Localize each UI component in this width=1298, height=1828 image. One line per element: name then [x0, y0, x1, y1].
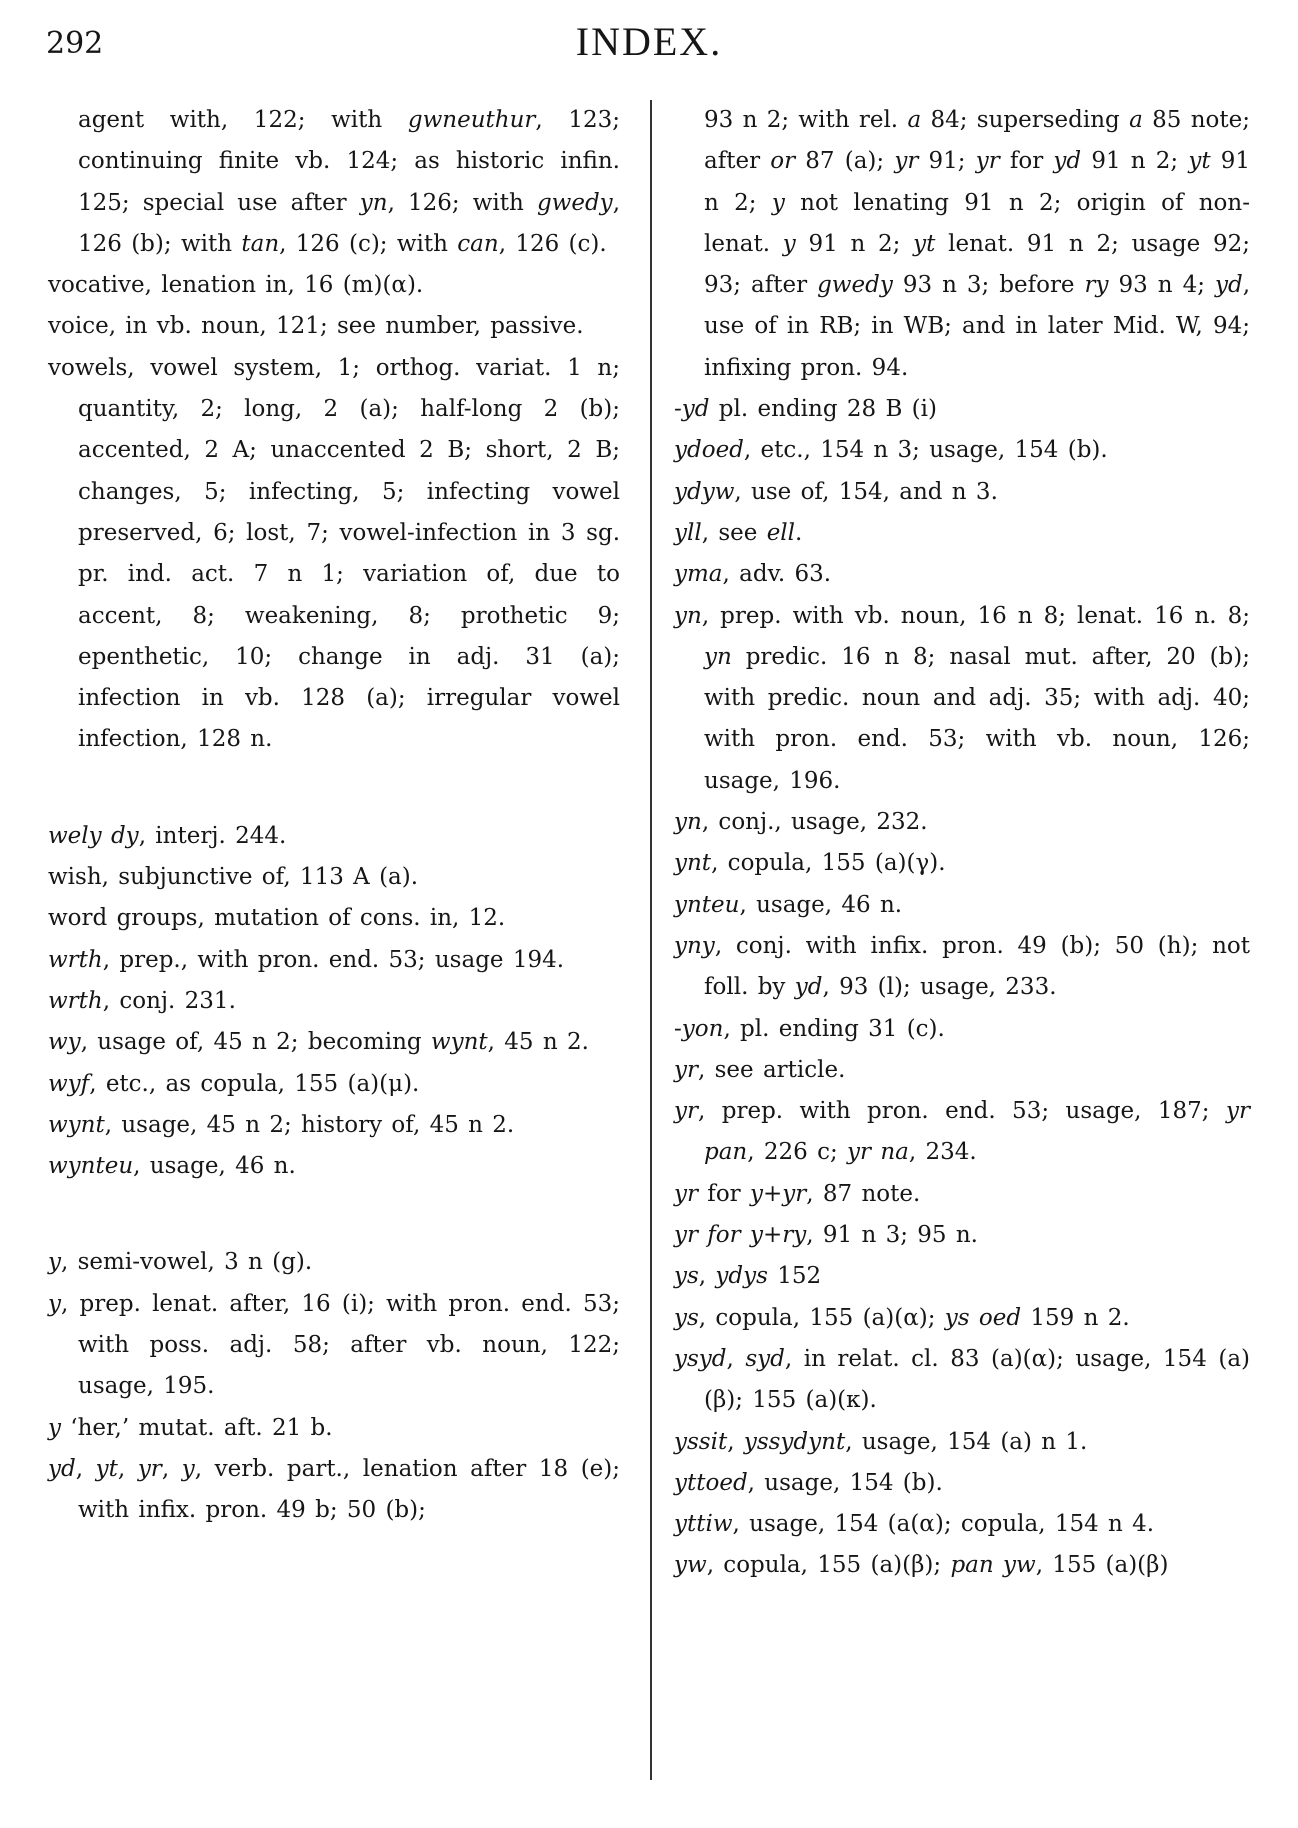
entry-term-italic: y: [48, 1290, 61, 1317]
entry-text: , usage, 154 (b).: [747, 1469, 943, 1496]
entry-text: , etc., 154 n 3; usage, 154 (b).: [743, 437, 1108, 464]
entry-term-italic: wyf: [48, 1070, 90, 1097]
entry-text: , semi-vowel, 3 n (g).: [61, 1249, 313, 1276]
entry-term-italic: gwedy: [817, 272, 893, 299]
entry-term-italic: yw: [674, 1552, 707, 1579]
entry-text: , interj. 244.: [138, 822, 287, 849]
entry-term-italic: can: [457, 230, 499, 257]
index-entry: [48, 816, 620, 857]
entry-text: , 155 (a)(β): [1035, 1552, 1169, 1579]
entry-term-italic: wrth: [48, 987, 103, 1014]
index-entry: [48, 981, 620, 1022]
entry-term-italic: yd: [1053, 148, 1082, 175]
entry-text: 152: [767, 1263, 822, 1290]
index-entry: [674, 1339, 1250, 1422]
index-entry: [674, 554, 1250, 595]
index-entry: [674, 1256, 1250, 1297]
entry-text: , pl. ending 31 (c).: [723, 1015, 945, 1042]
entry-term-italic: yn: [674, 809, 702, 836]
entry-term-italic: wy: [48, 1029, 81, 1056]
entry-term-italic: yd: [48, 1455, 76, 1482]
entry-term-italic: yssydynt: [743, 1428, 846, 1455]
entry-text: .: [795, 519, 803, 546]
index-column-right: [674, 100, 1250, 1587]
entry-term-italic: yr pan: [704, 1098, 1250, 1166]
index-entry: [674, 100, 1250, 389]
entry-term-italic: yttoed: [674, 1469, 748, 1496]
entry-term-italic: yma: [674, 561, 723, 588]
entry-text: pl. ending 28 B (i): [709, 396, 937, 423]
entry-term-italic: yttiw: [674, 1511, 733, 1538]
entry-term-italic: ysyd: [674, 1345, 727, 1372]
entry-text: , usage, 45 n 2; history of, 45 n 2.: [104, 1111, 515, 1138]
entry-text: , 226 c;: [747, 1139, 848, 1166]
entry-text: vocative, lenation in, 16 (m)(α).: [48, 272, 424, 299]
entry-term-italic: yt: [913, 230, 936, 257]
entry-text: , usage, 46 n.: [739, 891, 903, 918]
entry-term-italic: ell: [766, 519, 796, 546]
index-entry: [674, 1463, 1250, 1504]
entry-term-italic: yn: [704, 643, 732, 670]
index-entry: [674, 802, 1250, 843]
entry-term-italic: yn: [674, 602, 702, 629]
entry-term-italic: ydys: [715, 1263, 768, 1290]
entry-term-italic: or: [770, 148, 796, 175]
index-entry: [674, 1504, 1250, 1545]
index-entry: [48, 857, 620, 898]
entry-text: ,: [75, 1455, 96, 1482]
entry-text: ‘her,’ mutat. aft. 21 b.: [61, 1414, 333, 1441]
entry-term-italic: gwneuthur: [407, 107, 536, 133]
entry-term-italic: ydyw: [674, 478, 735, 505]
entry-term-italic: ry: [782, 1222, 807, 1249]
index-entry: [674, 1174, 1250, 1215]
column-divider: [650, 100, 652, 1780]
entry-text: , usage of, 45 n 2; becoming: [80, 1029, 431, 1056]
entry-term-italic: yr: [975, 148, 1000, 175]
entry-term-italic: wrth: [48, 946, 103, 973]
entry-text: ,: [117, 1455, 138, 1482]
index-entry: [674, 1215, 1250, 1256]
entry-term-italic: ynt: [674, 850, 712, 877]
page-title: INDEX.: [575, 19, 723, 64]
index-entry: [48, 306, 620, 347]
index-entry: [48, 1022, 620, 1063]
entry-term-italic: y: [782, 230, 796, 257]
index-entry: [48, 1242, 620, 1283]
entry-text: , conj., usage, 232.: [701, 809, 928, 836]
entry-term-italic: wynteu: [48, 1153, 134, 1180]
index-entry: [48, 1146, 620, 1187]
page-number: 292: [46, 26, 104, 61]
entry-term-italic: yr: [674, 1098, 698, 1125]
entry-term-italic: -yd: [674, 396, 710, 423]
entry-text: , 126 (b); with: [78, 189, 620, 257]
entry-term-italic: y: [749, 1180, 763, 1207]
index-entry: [674, 1009, 1250, 1050]
entry-term-italic: yssit: [674, 1428, 728, 1455]
index-entry: [48, 1408, 620, 1449]
entry-text: voice, in vb. noun, 121; see number, passive.: [48, 313, 584, 340]
entry-term-italic: y: [48, 1249, 61, 1276]
entry-term-italic: yt: [95, 1455, 118, 1482]
entry-text: , adv. 63.: [722, 561, 832, 588]
entry-text: 85 note; after: [704, 107, 1250, 175]
index-entry: [48, 1449, 620, 1532]
entry-text: , prep. with pron. end. 53; usage, 187;: [698, 1098, 1226, 1125]
index-entry: [48, 1284, 620, 1408]
entry-text: agent with, 122; with: [78, 107, 408, 133]
entry-text: , copula, 155 (a)(α);: [698, 1304, 945, 1331]
entry-text: lenat. 91 n 2; usage 92; 93; after: [704, 230, 1250, 299]
entry-term-italic: yr: [137, 1455, 162, 1482]
entry-text: , conj. with infix. pron. 49 (b); 50 (h); not foll. by: [704, 932, 1250, 1001]
index-entry: [674, 1298, 1250, 1339]
entry-text: , 91 n 3; 95 n.: [806, 1222, 978, 1249]
entry-term-italic: a: [907, 107, 922, 133]
index-entry: [674, 596, 1250, 802]
index-entry: [674, 885, 1250, 926]
entry-text: , copula, 155 (a)(γ).: [711, 850, 946, 877]
entry-term-italic: yr: [674, 1056, 698, 1083]
entry-term-italic: pan yw: [950, 1552, 1036, 1579]
entry-text: , prep., with pron. end. 53; usage 194.: [102, 946, 565, 973]
entry-text: ,: [698, 1263, 716, 1290]
entry-term-italic: ydoed: [674, 437, 744, 464]
entry-text: , see: [701, 519, 767, 546]
index-entry: [674, 472, 1250, 513]
index-entry: [48, 898, 620, 939]
index-entry: [674, 843, 1250, 884]
entry-text: , usage, 46 n.: [133, 1153, 296, 1180]
entry-term-italic: y: [181, 1455, 195, 1482]
index-entry: [48, 348, 620, 761]
index-entry: [674, 926, 1250, 1009]
index-entry: [674, 1545, 1250, 1586]
index-entry: [48, 265, 620, 306]
entry-term-italic: ys: [674, 1304, 699, 1331]
entry-text: ,: [161, 1455, 182, 1482]
entry-term-italic: yr: [674, 1180, 698, 1207]
entry-text: for: [698, 1180, 750, 1207]
entry-text: , 93 (l); usage, 233.: [822, 974, 1057, 1001]
entry-text: , use of in RB; in WB; and in later Mid. W, 94; infixing pron. 94.: [704, 272, 1250, 381]
index-entry: [674, 1422, 1250, 1463]
entry-text: -: [674, 1015, 682, 1042]
entry-text: for: [999, 148, 1054, 175]
entry-term-italic: wynt: [430, 1029, 488, 1056]
entry-text: 91 n 2;: [1081, 148, 1189, 175]
index-entry: [674, 389, 1250, 430]
index-entry: [48, 100, 620, 265]
entry-term-italic: syd: [745, 1345, 785, 1372]
entry-text: , in relat. cl. 83 (a)(α); usage, 154 (a)(β); 155 (a)(κ).: [704, 1345, 1251, 1414]
entry-text: , use of, 154, and n 3.: [734, 478, 998, 505]
entry-term-italic: yr: [782, 1180, 807, 1207]
index-entry: [48, 940, 620, 981]
entry-text: predic. 16 n 8; nasal mut. after, 20 (b); with predic. noun and adj. 35; with adj. 40; with pron. end. 53; with vb. noun, 126; usage, 196.: [704, 643, 1250, 794]
index-column-left: [48, 100, 620, 1532]
entry-text: , usage, 154 (a) n 1.: [845, 1428, 1088, 1455]
entry-text: , 126 (c).: [498, 230, 607, 257]
entry-text: +: [762, 1180, 783, 1207]
entry-text: ,: [727, 1428, 744, 1455]
entry-text: vowels, vowel system, 1; orthog. variat. 1 n; quantity, 2; long, 2 (a); half-long 2 (b); accented, 2 A; unaccented 2 B; short, 2 B; changes, 5; infecting, 5; infecting vowel preserved, 6; lost, 7; vowel-infection in 3 sg. pr. ind. act. 7 n 1; variation of, due to accent, 8; weakening, 8; prothetic 9; epenthetic, 10; change in adj. 31 (a); infection in vb. 128 (a); irregular vowel infection, 128 n.: [48, 354, 620, 753]
entry-text: 91 n 2;: [704, 148, 1251, 216]
index-entry: [674, 513, 1250, 554]
entry-text: , 126; with: [387, 189, 537, 216]
entry-term-italic: wynt: [48, 1111, 105, 1138]
entry-term-italic: yll: [674, 519, 702, 546]
entry-term-italic: yn: [359, 189, 388, 216]
entry-term-italic: y: [771, 189, 785, 216]
entry-text: ,: [726, 1345, 746, 1372]
entry-text: 91;: [918, 148, 976, 175]
entry-text: , etc., as copula, 155 (a)(μ).: [89, 1070, 420, 1097]
entry-text: 93 n 3; before: [892, 272, 1085, 299]
entry-term-italic: ys: [674, 1263, 699, 1290]
index-entry: [48, 1064, 620, 1105]
entry-text: 84; superseding: [921, 107, 1130, 133]
entry-text: , 87 note.: [806, 1180, 921, 1207]
entry-term-italic: ry: [1084, 272, 1109, 299]
entry-text: 91 n 2;: [795, 230, 914, 257]
entry-term-italic: yr for y: [674, 1222, 763, 1249]
entry-term-italic: yt: [1188, 148, 1211, 175]
entry-term-italic: ys oed: [944, 1304, 1022, 1331]
index-entry: [674, 430, 1250, 471]
entry-text: +: [762, 1222, 783, 1249]
entry-text: , 126 (c); with: [279, 230, 458, 257]
entry-text: , prep. lenat. after, 16 (i); with pron. end. 53; with poss. adj. 58; after vb. noun, 122; usage, 195.: [61, 1290, 620, 1400]
entry-text: , conj. 231.: [102, 987, 236, 1014]
index-entry: [674, 1050, 1250, 1091]
entry-text: 93 n 4;: [1108, 272, 1215, 299]
entry-term-italic: wely dy: [48, 822, 139, 849]
entry-term-italic: gwedy: [536, 189, 613, 216]
entry-text: , prep. with vb. noun, 16 n 8; lenat. 16 n. 8;: [701, 602, 1250, 629]
entry-term-italic: tan: [241, 230, 280, 257]
entry-text: , verb. part., lenation after 18 (e); with infix. pron. 49 b; 50 (b);: [78, 1455, 620, 1524]
entry-text: , see article.: [698, 1056, 846, 1083]
entry-term-italic: ynteu: [674, 891, 740, 918]
entry-text: , usage, 154 (a(α); copula, 154 n 4.: [732, 1511, 1155, 1538]
entry-text: , 234.: [908, 1139, 977, 1166]
entry-text: not lenating 91 n 2; origin of non-lenat.: [704, 189, 1250, 257]
entry-term-italic: yny: [674, 932, 715, 959]
entry-text: word groups, mutation of cons. in, 12.: [48, 905, 506, 932]
entry-text: 159 n 2.: [1021, 1304, 1130, 1331]
entry-term-italic: yon: [681, 1015, 724, 1042]
index-entry: [48, 1105, 620, 1146]
entry-text: , 123; continuing finite vb. 124; as historic infin. 125; special use after: [78, 107, 620, 216]
entry-text: wish, subjunctive of, 113 A (a).: [48, 864, 419, 891]
entry-text: , 45 n 2.: [487, 1029, 589, 1056]
entry-term-italic: yd: [1214, 272, 1243, 299]
entry-term-italic: yr: [894, 148, 919, 175]
entry-term-italic: y: [48, 1414, 61, 1441]
entry-term-italic: yr na: [847, 1139, 909, 1166]
entry-text: 93 n 2; with rel.: [704, 107, 908, 133]
entry-term-italic: a: [1129, 107, 1143, 133]
index-entry: [674, 1091, 1250, 1174]
entry-text: 87 (a);: [795, 148, 895, 175]
entry-text: , copula, 155 (a)(β);: [706, 1552, 951, 1579]
entry-term-italic: yd: [794, 974, 823, 1001]
